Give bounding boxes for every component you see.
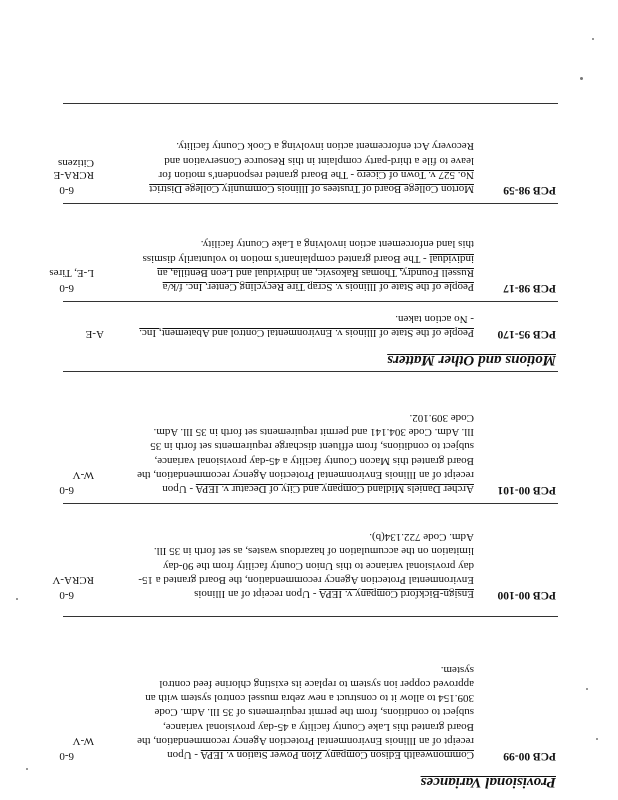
case-entry: [52, 501, 556, 601]
case-number: PCB 98-59: [503, 184, 556, 196]
section-heading-motions: Motions and Other Matters: [387, 352, 556, 368]
case-category: W-V: [72, 735, 94, 747]
scan-speck: [26, 768, 28, 770]
scan-speck: [586, 688, 588, 690]
case-body: - No action taken.: [395, 312, 474, 325]
scan-speck: [596, 738, 598, 740]
divider: [63, 203, 558, 204]
case-body: - The Board granted complainant's motion to voluntarily dismiss this land enforcement action involving a Lake County facility.: [142, 238, 474, 265]
case-vote: 6-0: [59, 589, 74, 601]
case-body: - Upon receipt of an Illinois Environmental Protection Agency recommendation, the Board granted this Lake County facility a 45-day provisional variance, subject to conditions, from the permit requirements of 35 Ill. Adm. Code 309.154 to allow it to construct a new zebra mussel control system with an approved copper ion system to replace its existing chlorine feed control system.: [137, 663, 474, 761]
case-category: W-V: [72, 469, 94, 481]
case-category: RCRA-V: [52, 574, 94, 586]
scan-speck: [580, 77, 583, 80]
scan-speck: [592, 38, 594, 40]
case-number: PCB 00-99: [503, 750, 556, 762]
case-title: Ensign-Bickford Company v. IEPA: [319, 588, 474, 600]
case-entry: [61, 300, 556, 340]
case-category: A-E: [85, 328, 104, 340]
case-number: PCB 95-170: [497, 328, 556, 340]
divider: [63, 503, 558, 504]
case-title: Archer Daniels Midland Company and City of Decatur v. IEPA: [195, 483, 474, 495]
case-vote: 6-0: [59, 184, 74, 196]
divider: [63, 371, 558, 372]
case-category: RCRA-E Citizens: [53, 157, 94, 181]
case-title: People of the State of Illinois v. Environmental Control and Abatement, Inc.: [139, 327, 474, 339]
case-category: L-E, Tires: [49, 267, 94, 279]
case-title: People of the State of Illinois v. Scrap Tire Recycling Center, Inc. f/k/a Russell Foundry, Thomas Rakosvic, an individual and Leon Bentilla, an individual: [157, 252, 474, 293]
case-vote: 6-0: [59, 484, 74, 496]
case-title: Morton College Board of Trustees of Illinois Community College District No. 527 v. Town of Cicero: [149, 168, 474, 195]
case-title: Commonwealth Edison Company Zion Power Station v. IEPA: [200, 749, 474, 761]
section-heading-provisional-variances: Provisional Variances: [420, 774, 556, 790]
case-entry: [61, 622, 556, 762]
divider: [63, 103, 558, 104]
case-number: PCB 98-17: [503, 282, 556, 294]
case-body: - The Board granted respondent's motion for leave to file a third-party complaint in this Resource Conservation and Recovery Act enforcement action involving a Cook County facility.: [158, 140, 474, 181]
divider: [63, 301, 558, 302]
case-body: - Upon receipt of an Illinois Environmental Protection Agency recommendation, the Board granted this Macon County facility a 45-day provisional variance, subject to conditions, from effluent discharge requirements set forth in 35 Ill. Adm. Code 304.141 and permit requirements set forth in 35 Ill. Adm. Code 309.102.: [137, 411, 474, 495]
case-number: PCB 00-101: [497, 484, 556, 496]
case-vote: 6-0: [59, 282, 74, 294]
case-description: [136, 237, 474, 294]
case-vote: 6-0: [59, 750, 74, 762]
case-entry: [61, 386, 556, 496]
case-description: [136, 139, 474, 196]
scan-speck: [16, 598, 18, 600]
case-entry: [49, 214, 556, 294]
case-description: [136, 411, 474, 496]
case-number: PCB 00-100: [497, 589, 556, 601]
divider: [63, 616, 558, 617]
case-description: [136, 663, 474, 762]
case-entry: [53, 116, 556, 196]
case-description: [136, 312, 474, 340]
case-description: [136, 530, 474, 601]
case-body: - Upon receipt of an Illinois Environmental Protection Agency recommendation, the Board granted a 15-day provisional variance to this Union County facility from the 90-day limitation on the accumulation of hazardous wastes, as set forth in 35 Ill. Adm. Code 722.134(b).: [138, 531, 474, 600]
